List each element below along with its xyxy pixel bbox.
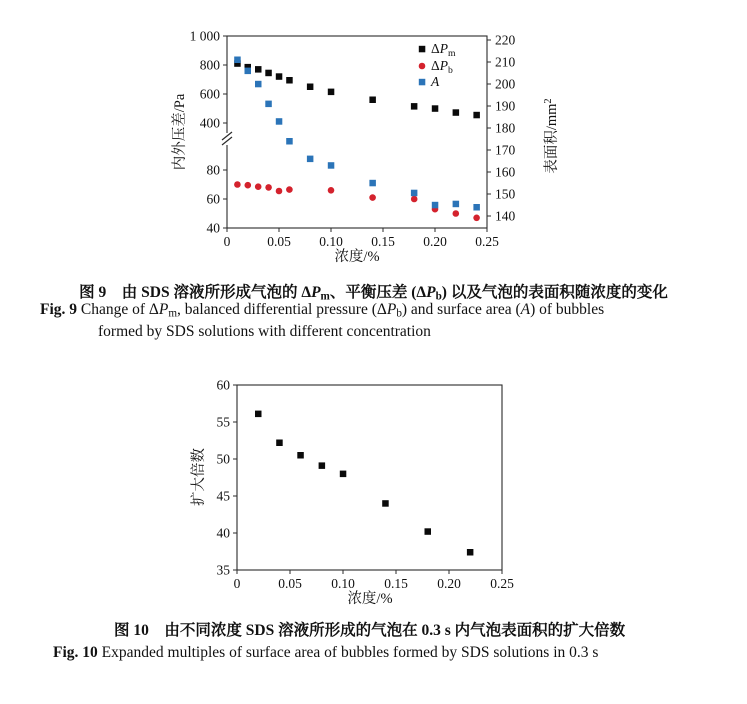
x-tick-label: 0.15	[384, 576, 408, 591]
x-tick-label: 0.05	[278, 576, 302, 591]
x-axis-title: 浓度/%	[347, 591, 393, 607]
caption-text: b	[396, 307, 402, 320]
caption-text: P	[386, 301, 397, 318]
x-tick-label: 0	[233, 576, 241, 591]
data-point-delta-P-m	[307, 84, 314, 91]
x-tick-label: 0.25	[475, 234, 499, 249]
data-point-A	[411, 190, 418, 197]
caption-text: P	[158, 301, 169, 318]
data-point-delta-P-m	[265, 70, 272, 77]
y-tick-label: 35	[216, 562, 230, 578]
figure-10-chart	[180, 372, 520, 618]
data-point-expansion-multiple	[425, 528, 432, 535]
legend-marker-A	[419, 79, 426, 86]
data-point-A	[286, 138, 293, 145]
caption-text: 由 SDS 溶液所形成气泡的 Δ	[106, 284, 312, 301]
data-point-delta-P-m	[276, 73, 283, 80]
data-point-delta-P-m	[328, 89, 335, 96]
data-point-delta-P-b	[265, 184, 272, 191]
y-tick-label: 1 000	[189, 28, 220, 44]
data-point-delta-P-m	[453, 109, 460, 116]
y2-tick-label: 190	[495, 98, 516, 114]
figure-9-caption-en-line2	[98, 322, 431, 343]
x-tick-label: 0.10	[331, 576, 355, 591]
data-point-delta-P-m	[286, 77, 293, 84]
caption-text: Fig. 10	[53, 644, 98, 661]
y-tick-label: 45	[216, 488, 230, 504]
y-tick-label: 800	[199, 57, 220, 73]
caption-text: ) and surface area (	[401, 301, 521, 318]
data-point-expansion-multiple	[255, 411, 262, 418]
data-point-A	[265, 101, 272, 108]
data-point-delta-P-b	[473, 215, 480, 222]
data-point-expansion-multiple	[340, 471, 347, 478]
caption-text: ) of bubbles	[530, 301, 605, 318]
y-tick-label: 400	[199, 115, 220, 131]
figure-9-caption-en-line1	[40, 300, 604, 322]
y-tick-label: 40	[206, 220, 220, 236]
x-tick-label: 0.25	[490, 576, 514, 591]
caption-text: formed by SDS solutions with different concentration	[98, 323, 431, 340]
y-tick-label: 60	[206, 191, 220, 207]
data-point-A	[307, 156, 314, 163]
y-tick-label: 55	[216, 414, 230, 430]
data-point-delta-P-b	[286, 186, 293, 193]
data-point-delta-P-m	[255, 66, 262, 73]
data-point-delta-P-b	[328, 187, 335, 194]
data-point-delta-P-b	[369, 194, 376, 201]
caption-text: m	[320, 290, 330, 303]
y2-tick-label: 180	[495, 120, 516, 136]
caption-text: P	[311, 284, 321, 301]
caption-text: ) 以及气泡的表面积随浓度的变化	[441, 284, 668, 301]
data-point-A	[234, 57, 241, 64]
data-point-expansion-multiple	[467, 549, 474, 556]
y-axis-title: 扩大倍数	[191, 448, 207, 506]
caption-text: m	[168, 307, 178, 320]
data-point-delta-P-m	[369, 97, 376, 104]
caption-text: 、平衡压差 (Δ	[329, 284, 427, 301]
data-point-expansion-multiple	[382, 500, 389, 507]
plot-box	[237, 385, 502, 570]
legend-marker-delta-P-b	[419, 63, 426, 70]
data-point-delta-P-b	[276, 188, 283, 195]
y-tick-label: 80	[206, 162, 220, 178]
legend-marker-delta-P-m	[419, 46, 426, 53]
data-point-A	[276, 118, 283, 125]
caption-text: A	[520, 301, 531, 318]
x-axis-title: 浓度/%	[334, 249, 380, 265]
data-point-delta-P-b	[453, 210, 460, 217]
x-tick-label: 0.20	[437, 576, 461, 591]
y2-tick-label: 170	[495, 142, 516, 158]
data-point-A	[255, 81, 262, 88]
data-point-delta-P-m	[432, 105, 439, 112]
y-tick-label: 60	[216, 377, 230, 393]
data-point-A	[432, 202, 439, 209]
data-point-A	[369, 180, 376, 187]
data-point-delta-P-m	[411, 103, 418, 110]
data-point-delta-P-b	[245, 182, 252, 189]
data-point-A	[328, 162, 335, 169]
x-tick-label: 0.10	[319, 234, 343, 249]
y2-tick-label: 220	[495, 32, 516, 48]
data-point-expansion-multiple	[276, 440, 283, 447]
y2-tick-label: 150	[495, 186, 516, 202]
y2-tick-label: 160	[495, 164, 516, 180]
figure-10-caption-en	[53, 643, 598, 664]
y-tick-label: 600	[199, 86, 220, 102]
caption-text: , balanced differential pressure (Δ	[177, 301, 387, 318]
data-point-A	[453, 201, 460, 208]
figure-10-caption-cn	[114, 621, 625, 642]
y-tick-label: 40	[216, 525, 230, 541]
y-tick-label: 50	[216, 451, 230, 467]
caption-text: Change of Δ	[77, 301, 159, 318]
x-tick-label: 0.20	[423, 234, 447, 249]
data-point-expansion-multiple	[297, 452, 304, 459]
caption-text: 由不同浓度 SDS 溶液所形成的气泡在 0.3 s 内气泡表面积的扩大倍数	[148, 622, 626, 639]
x-tick-label: 0	[223, 234, 231, 249]
data-point-delta-P-b	[255, 183, 262, 190]
caption-text: Expanded multiples of surface area of bubbles formed by SDS solutions in 0.3 s	[97, 644, 599, 661]
x-tick-label: 0.15	[371, 234, 395, 249]
data-point-A	[245, 68, 252, 75]
data-point-A	[473, 204, 480, 211]
y2-tick-label: 140	[495, 208, 516, 224]
caption-text: Fig. 9	[40, 301, 78, 318]
caption-text: b	[435, 290, 442, 303]
data-point-delta-P-b	[234, 181, 241, 188]
x-tick-label: 0.05	[267, 234, 291, 249]
y2-tick-label: 210	[495, 54, 516, 70]
legend-label-delta-P-b: $\Delta P_b$	[431, 58, 453, 76]
caption-text: P	[426, 284, 436, 301]
figure-9-chart	[160, 18, 580, 280]
data-point-expansion-multiple	[319, 462, 326, 469]
y2-tick-label: 200	[495, 76, 516, 92]
data-point-delta-P-b	[411, 196, 418, 203]
legend-label-A: A	[431, 74, 440, 89]
caption-text: 图 10	[114, 622, 149, 639]
caption-text: 图 9	[79, 284, 107, 301]
legend-label-delta-P-m: $\Delta P_m$	[431, 41, 456, 59]
y-axis-title: 内外压差/Pa	[172, 93, 188, 171]
data-point-delta-P-m	[473, 112, 480, 119]
y2-axis-title: 表面积$/mm^2$	[543, 98, 560, 174]
